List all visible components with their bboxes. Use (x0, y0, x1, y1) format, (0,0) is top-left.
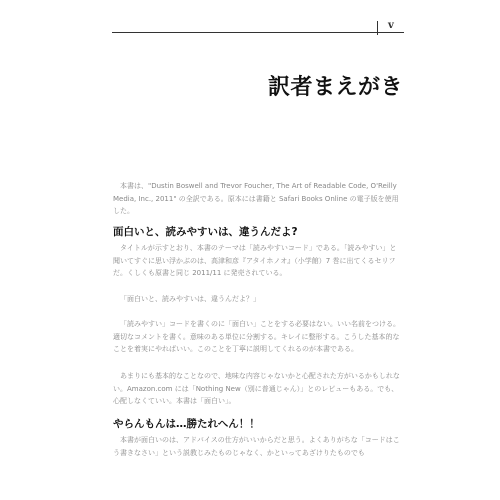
header-rule (112, 32, 404, 33)
section-2-paragraph: 本書が面白いのは、アドバイスの仕方がいいからだと思う。よくありがちな「コードはこう書きなさい」という説教じみたものじゃなく、かといってあざけりたものでも (113, 436, 400, 457)
intro-block (113, 180, 403, 218)
section-2 (113, 416, 403, 431)
section-1-body (113, 242, 403, 280)
section-1-body-3 (113, 370, 403, 408)
section-1-body-2 (113, 318, 403, 356)
section-1 (113, 224, 403, 239)
section-1-heading: 面白いと、読みやすいは、違うんだよ? (113, 226, 298, 238)
header-divider (377, 21, 378, 35)
section-1-quote-block (113, 294, 403, 304)
section-1-paragraph-2: 「読みやすい」コードを書くのに「面白い」ことをする必要はない。いい名前をつける。適切なコメントを書く。意味のある単位に分割する。キレイに整形する。こうした基本的なことを着実にやればいい。このことを丁寧に説明してくれるのが本書である。 (113, 320, 400, 353)
section-1-paragraph: タイトルが示すとおり、本書のテーマは「読みやすいコード」である。「読みやすい」と聞いてすぐに思い浮かぶのは、高津和彦『アタイホノオ』（小学館）7 巻に出てくるセリフだ。くしくも原書と同じ 2011/11 に発売されている。 (113, 244, 397, 277)
page-title: 訳者まえがき (268, 75, 404, 100)
section-2-body (113, 434, 403, 459)
section-1-quote: 「面白いと、読みやすいは、違うんだよ？」 (120, 295, 260, 303)
page-number: v (388, 20, 394, 31)
section-1-paragraph-3: あまりにも基本的なことなので、地味な内容じゃないかと心配された方がいるかもしれない。Amazon.com には「Nothing New（別に普通じゃん）」とのレビューもある。でも、心配しなくていい。本書は「面白い」。 (113, 372, 400, 405)
intro-paragraph: 本書は、"Dustin Boswell and Trevor Foucher, The Art of Readable Code, O'Reilly Media, Inc., 2011" の全訳である。原本には書籍と Safari Books Online の電子版を使用した。 (113, 182, 399, 215)
section-2-heading: やらんもんは…勝たれへん！！ (113, 418, 260, 430)
